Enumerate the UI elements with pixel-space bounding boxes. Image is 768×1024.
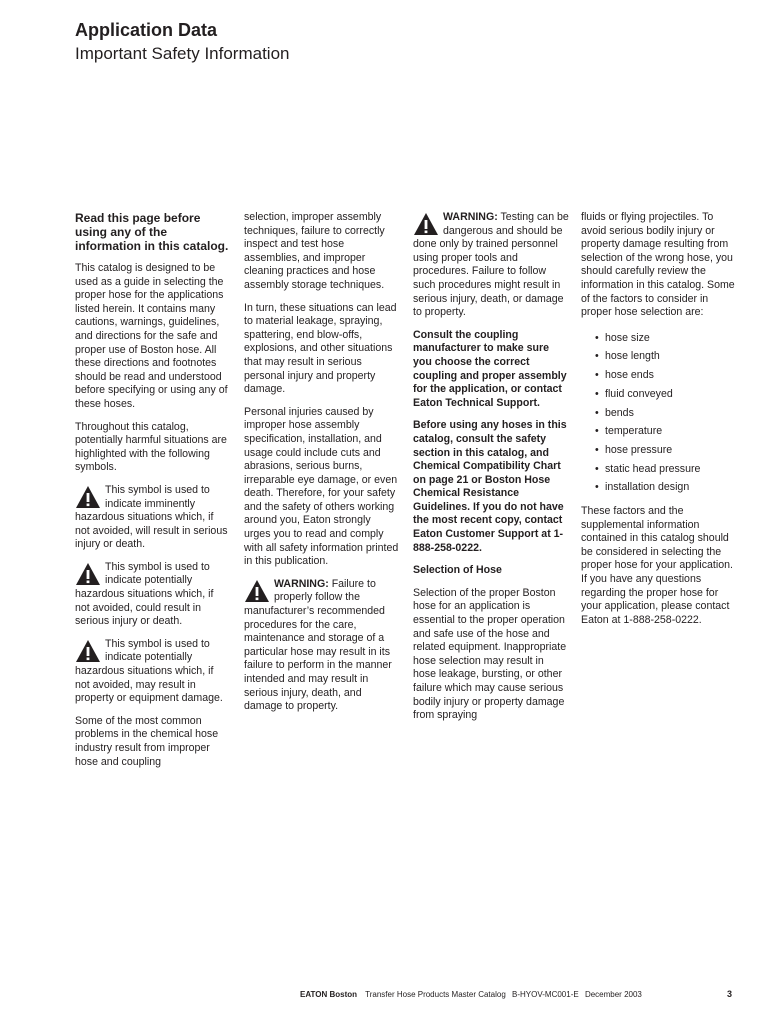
- column-2: [244, 211, 400, 723]
- testing-warning-paragraph: [413, 211, 569, 320]
- before-using-notice: Before using any hoses in this catalog, consult the safety section in this catalog, and Chemical Compatibility Chart on page 21 or Boston Hose Chemical Resistance Guidelines. If you do not have the most recent copy, contact Eaton Customer Support at 1-888-258-0222.: [413, 419, 567, 554]
- factors-intro-paragraph: fluids or flying projectiles. To avoid serious bodily injury or property damage resulting from selection of the wrong hose, you should carefully review the information in this catalog. Some of the factors to consider in proper hose selection are:: [581, 211, 735, 319]
- footer-brand: EATON Boston: [300, 990, 358, 999]
- symbol-caution-text: This symbol is used to indicate potentially hazardous situations which, if not avoided, may result in property or equipment damage.: [75, 637, 223, 705]
- list-item: • hose pressure: [595, 441, 737, 460]
- column-3: [413, 211, 569, 732]
- list-item: • static head pressure: [595, 460, 737, 479]
- list-item: • installation design: [595, 478, 737, 497]
- symbol-caution-paragraph: [75, 638, 231, 706]
- list-item: • hose size: [595, 329, 737, 348]
- care-warning-paragraph: [244, 578, 400, 714]
- symbol-danger-paragraph: [75, 484, 231, 552]
- situations-paragraph: In turn, these situations can lead to material leakage, spraying, spattering, end blow-offs, explosions, and other situations that may result in serious personal injury and property damage.: [244, 301, 397, 396]
- factors-summary-paragraph: These factors and the supplemental information contained in this catalog should be considered in selecting the proper hose for your application. If you have any questions regarding the proper hose for your application, please contact Eaton at 1-888-258-0222.: [581, 505, 733, 626]
- column-1: [75, 211, 231, 778]
- warning-label: WARNING:: [443, 211, 498, 223]
- symbol-warning-paragraph: [75, 561, 231, 629]
- testing-warning-text: Testing can be dangerous and should be done only by trained personnel using proper tools and procedures. Failure to follow such procedures might result in serious injury, death, or damage to property.: [413, 211, 569, 319]
- list-item: • hose ends: [595, 366, 737, 385]
- list-item: • bends: [595, 404, 737, 423]
- warning-triangle-icon: [75, 485, 101, 509]
- lead-paragraph: Read this page before using any of the information in this catalog.: [75, 211, 229, 253]
- section-title-selection: Selection of Hose: [413, 564, 502, 577]
- warning-triangle-icon: [244, 579, 270, 603]
- page-subtitle: Important Safety Information: [75, 44, 290, 63]
- page-number: 3: [727, 989, 733, 999]
- page-header: [75, 20, 290, 64]
- factors-list: [581, 329, 737, 497]
- list-item: • temperature: [595, 422, 737, 441]
- problems-paragraph: Some of the most common problems in the chemical hose industry result from improper hose and coupling: [75, 714, 219, 768]
- selection-paragraph: selection, improper assembly techniques, failure to correctly inspect and test hose assemblies, and improper cleaning practices and hose assembly storage techniques.: [244, 211, 385, 291]
- column-4: [581, 211, 737, 636]
- list-item: • fluid conveyed: [595, 385, 737, 404]
- page-footer: [300, 990, 642, 999]
- symbols-intro: Throughout this catalog, potentially harmful situations are highlighted with the following symbols.: [75, 420, 227, 474]
- warning-label: WARNING:: [274, 577, 329, 590]
- warning-triangle-icon: [75, 562, 101, 586]
- symbol-warning-text: This symbol is used to indicate potentially hazardous situations which, if not avoided, could result in serious injury or death.: [75, 560, 214, 628]
- warning-triangle-icon: [413, 212, 439, 236]
- coupling-notice: Consult the coupling manufacturer to make sure you choose the correct coupling and proper assembly for the application, or contact Eaton Technical Support.: [413, 328, 567, 409]
- list-item: • hose length: [595, 347, 737, 366]
- selection-of-hose-paragraph: Selection of the proper Boston hose for an application is essential to the proper operation and safe use of the hose and related equipment. Inappropriate hose selection may result in hose leakage, bursting, or other failure which may cause serious bodily injury or property damage from spraying: [413, 586, 567, 722]
- warning-triangle-icon: [75, 639, 101, 663]
- page-title: Application Data: [75, 20, 218, 40]
- footer-catalog: Transfer Hose Products Master Catalog: [365, 990, 506, 999]
- footer-date: December 2003: [584, 990, 642, 999]
- intro-paragraph: This catalog is designed to be used as a guide in selecting the proper hose for the applications listed herein. It contains many cautions, warnings, guidelines, and directions for the safe and proper use of Boston hose. All these directions and footnotes should be read and understood before specifying or using any of these hoses.: [75, 262, 228, 410]
- symbol-danger-text: This symbol is used to indicate imminently hazardous situations which, if not avoided, will result in serious injury or death.: [75, 483, 228, 551]
- care-warning-text: Failure to properly follow the manufacturer’s recommended procedures for the care, maintenance and storage of a particular hose may result in its failure to perform in the manner intended and may result in serious injury, death, and damage to property.: [244, 577, 392, 713]
- footer-code: B-HYOV-MC001-E: [512, 990, 579, 999]
- injuries-paragraph: Personal injuries caused by improper hose assembly specification, installation, and usage could include cuts and abrasions, serious burns, irreparable eye damage, or even death. Therefore, for your safety and the safety of others working around you, Eaton strongly urges you to read and comply with all safety information printed in this publication.: [244, 405, 399, 568]
